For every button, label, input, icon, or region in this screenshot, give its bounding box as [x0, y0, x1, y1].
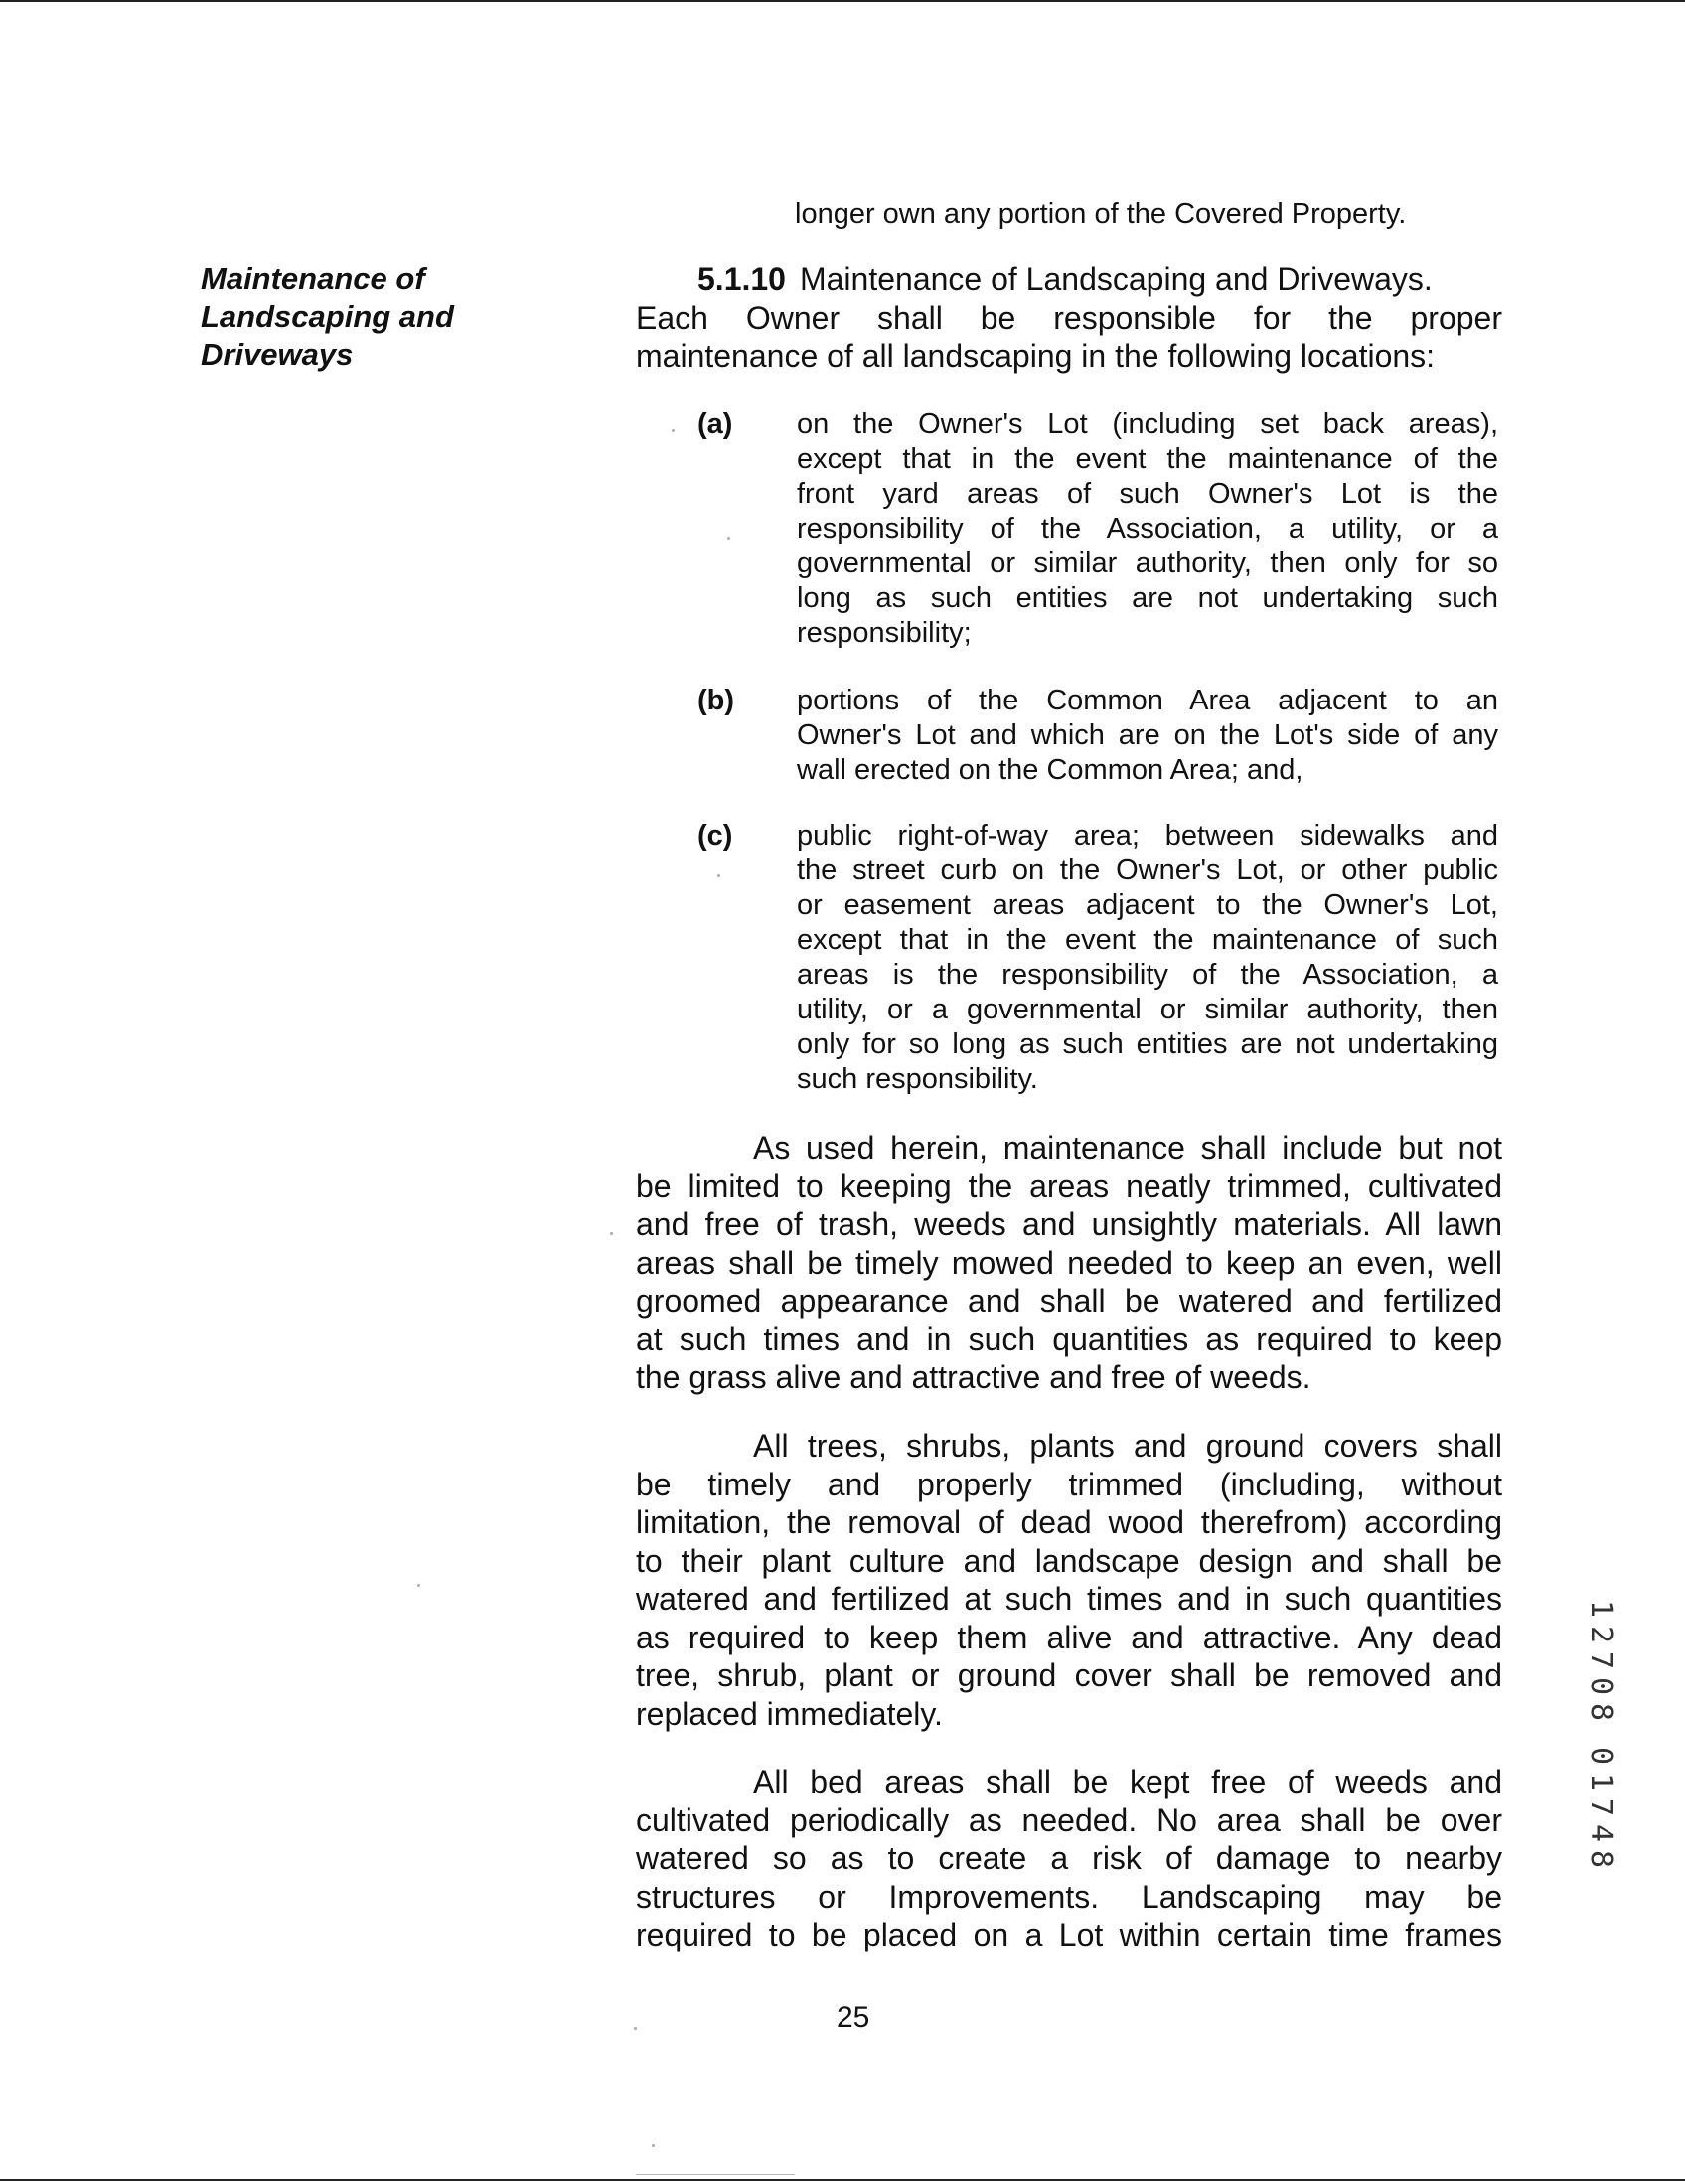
stamp-digit: 1 [1584, 1772, 1618, 1792]
paragraph-line: at such times and in such quantities as required to keep [636, 1321, 1502, 1357]
paragraph-line: groomed appearance and shall be watered and fertilized [636, 1283, 1502, 1319]
list-line: governmental or similar authority, then only for so [797, 547, 1498, 579]
list-line: wall erected on the Common Area; and, [797, 754, 1303, 786]
scan-speck [727, 537, 730, 540]
section-line: maintenance of all landscaping in the following locations: [636, 338, 1436, 374]
stamp-digit: 1 [1584, 1599, 1618, 1619]
list-line: or easement areas adjacent to the Owner's Lot, [797, 889, 1498, 921]
paragraph-line: to their plant culture and landscape design and shall be [636, 1542, 1502, 1579]
paragraph-bed-areas [636, 1763, 1502, 1954]
stamp-digit: 0 [1584, 1746, 1618, 1766]
list-line: areas is the responsibility of the Association, a [797, 959, 1498, 991]
paragraph-line: All bed areas shall be kept free of weeds and [753, 1764, 1502, 1799]
stamp-digit: 7 [1584, 1797, 1618, 1817]
list-line: such responsibility. [797, 1063, 1038, 1095]
scan-speck [417, 1584, 420, 1587]
list-label: (a) [697, 408, 733, 440]
list-line: except that in the event the maintenance of the [797, 443, 1498, 475]
stamp-digit: 7 [1584, 1650, 1618, 1670]
paragraph-line: be limited to keeping the areas neatly trimmed, cultivated [636, 1168, 1502, 1204]
scan-bottom-mark [636, 2174, 795, 2175]
list-line: portions of the Common Area adjacent to an [797, 685, 1498, 716]
stamp-digit: 8 [1584, 1849, 1618, 1869]
paragraph-line: be timely and properly trimmed (including, without [636, 1466, 1502, 1502]
list-line: only for so long as such entities are not undertaking [797, 1028, 1498, 1060]
paragraph-line: and free of trash, weeds and unsightly materials. All lawn [636, 1206, 1502, 1242]
paragraph-trees [636, 1427, 1502, 1733]
list-line: the street curb on the Owner's Lot, or other public [797, 855, 1498, 886]
margin-heading-line: Maintenance of [201, 261, 425, 296]
continuation-line: longer own any portion of the Covered Property. [795, 198, 1407, 230]
stamp-digit: 2 [1584, 1625, 1618, 1644]
section-title: Maintenance of Landscaping and Driveways. [799, 261, 1433, 297]
list-line: responsibility of the Association, a utility, or a [797, 513, 1498, 545]
paragraph-line: replaced immediately. [636, 1695, 943, 1732]
stamp-digit: 4 [1584, 1823, 1618, 1843]
scan-speck [652, 2144, 655, 2147]
list-line: Owner's Lot and which are on the Lot's side of any [797, 719, 1498, 751]
scan-speck [634, 2027, 637, 2030]
list-line: except that in the event the maintenance of such [797, 924, 1498, 956]
list-line: front yard areas of such Owner's Lot is the [797, 478, 1498, 510]
paragraph-line: All trees, shrubs, plants and ground covers shall [753, 1428, 1502, 1464]
list-text [797, 684, 1498, 788]
stamp-digit: 8 [1584, 1702, 1618, 1722]
list-line: utility, or a governmental or similar authority, then [797, 994, 1498, 1025]
section-intro [636, 260, 1502, 376]
list-line: public right-of-way area; between sidewalks and [797, 820, 1498, 852]
paragraph-maintenance [636, 1129, 1502, 1397]
list-text [797, 819, 1498, 1097]
paragraph-line: watered so as to create a risk of damage to nearby [636, 1840, 1502, 1876]
margin-heading-line: Landscaping and [201, 299, 454, 334]
paragraph-line: As used herein, maintenance shall include but not [753, 1130, 1502, 1166]
paragraph-line: watered and fertilized at such times and in such quantities [636, 1581, 1502, 1617]
list-line: on the Owner's Lot (including set back areas), [797, 408, 1498, 440]
paragraph-line: structures or Improvements. Landscaping may be [636, 1878, 1502, 1915]
paragraph-line: cultivated periodically as needed. No area shall be over [636, 1801, 1502, 1838]
list-line: responsibility; [797, 617, 972, 649]
paragraph-line: limitation, the removal of dead wood therefrom) according [636, 1504, 1502, 1540]
scan-speck [672, 429, 675, 432]
margin-heading [201, 260, 529, 374]
scan-bottom-edge [0, 2179, 1685, 2181]
list-line: long as such entities are not undertaking such [797, 582, 1498, 614]
recording-stamp [1584, 1596, 1617, 1872]
scan-speck [610, 1232, 613, 1235]
scan-top-edge [0, 0, 1685, 2]
paragraph-line: tree, shrub, plant or ground cover shall be removed and [636, 1657, 1502, 1693]
list-text [797, 407, 1498, 651]
paragraph-line: areas shall be timely mowed needed to keep an even, well [636, 1244, 1502, 1281]
paragraph-line: required to be placed on a Lot within certain time frames [636, 1917, 1502, 1952]
scan-speck [717, 874, 720, 877]
list-label: (c) [697, 820, 733, 852]
margin-heading-line: Driveways [201, 337, 354, 372]
page-number: 25 [837, 2001, 870, 2034]
list-label: (b) [697, 685, 735, 716]
paragraph-line: the grass alive and attractive and free of weeds. [636, 1359, 1311, 1395]
section-line: Each Owner shall be responsible for the proper [636, 299, 1502, 336]
section-number: 5.1.10 [697, 261, 786, 297]
paragraph-line: as required to keep them alive and attractive. Any dead [636, 1619, 1502, 1655]
stamp-digit: 0 [1584, 1676, 1618, 1696]
